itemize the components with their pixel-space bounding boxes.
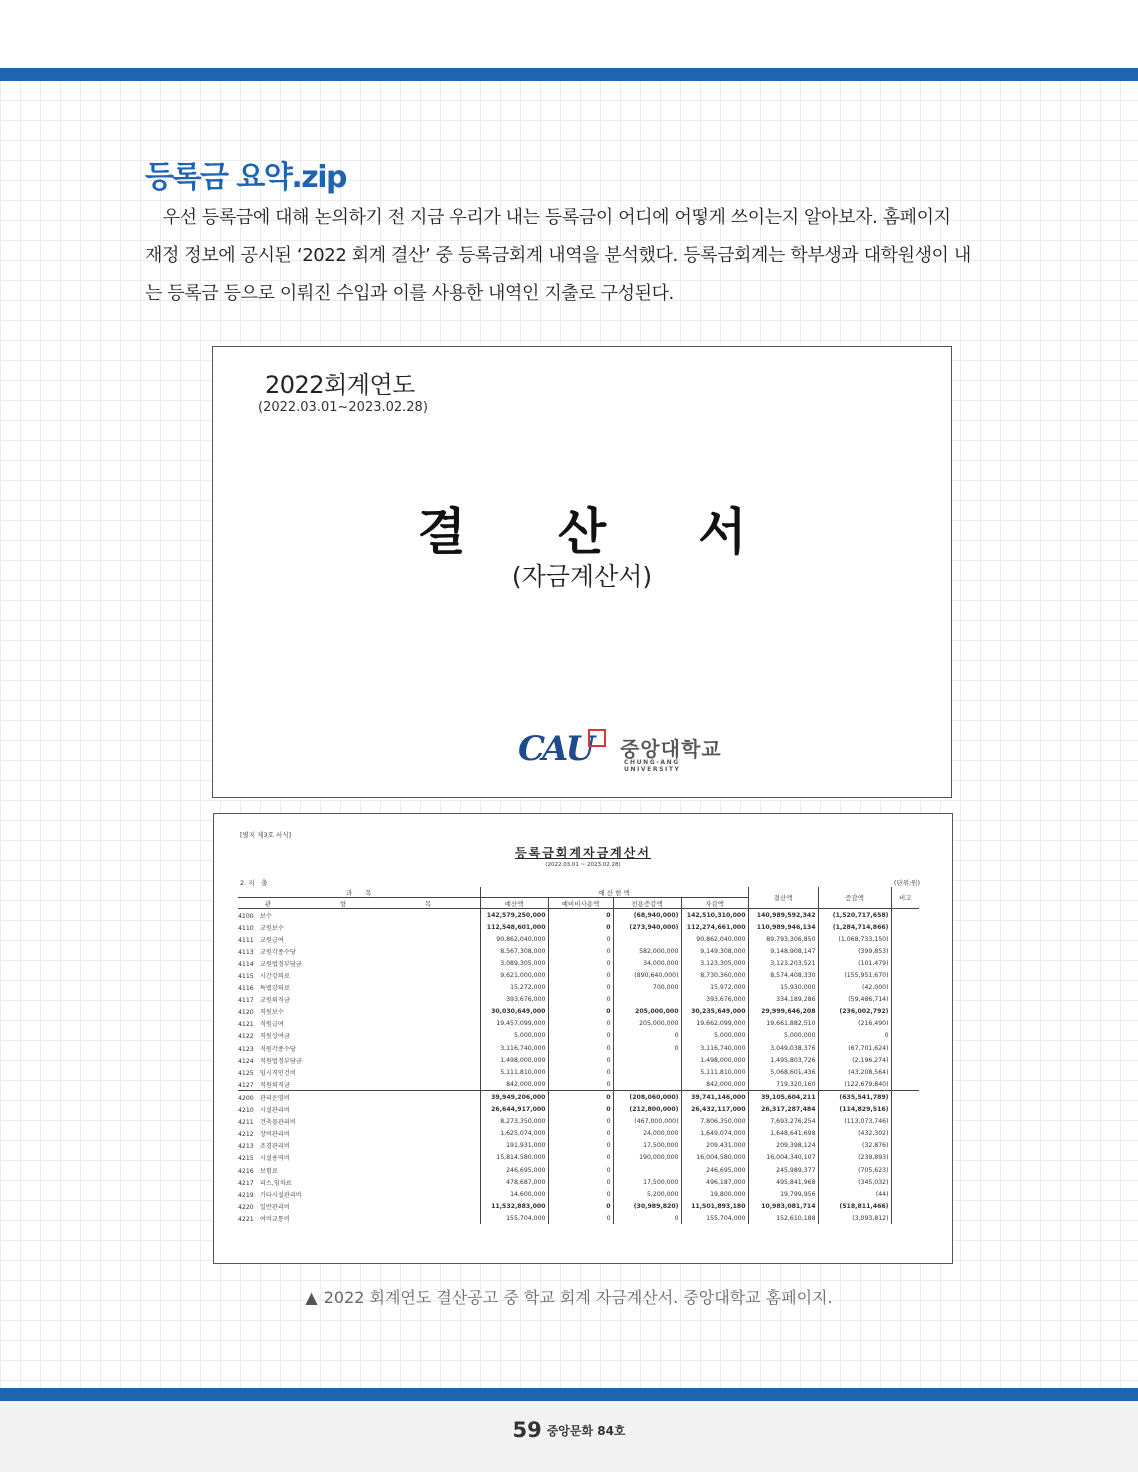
cell-settled: 19,661,882,510 xyxy=(748,1018,818,1030)
header-mok: 목 xyxy=(424,899,432,908)
table-row xyxy=(238,994,919,1006)
header-account: 과 목 xyxy=(238,887,480,898)
cell-note xyxy=(891,1054,919,1066)
cell-diff: (114,829,516) xyxy=(818,1104,891,1116)
cell-note xyxy=(891,1152,919,1164)
cell-settled: 495,841,968 xyxy=(748,1176,818,1188)
cell-total: 246,695,000 xyxy=(681,1164,748,1176)
cell-budget: 39,949,206,000 xyxy=(480,1091,548,1104)
table-row xyxy=(238,1018,919,1030)
cell-transfer xyxy=(613,1164,681,1176)
cell-diff: (1,520,717,658) xyxy=(818,909,891,922)
table-row xyxy=(238,945,919,957)
table-row xyxy=(238,1054,919,1066)
cell-settled: 5,000,000 xyxy=(748,1030,818,1042)
cell-budget: 5,000,000 xyxy=(480,1030,548,1042)
cell-reserve: 0 xyxy=(548,1152,613,1164)
cell-reserve: 0 xyxy=(548,921,613,933)
cell-total: 9,149,308,000 xyxy=(681,945,748,957)
cell-note xyxy=(891,1006,919,1018)
cell-reserve: 0 xyxy=(548,1104,613,1116)
cell-settled: 3,123,203,521 xyxy=(748,957,818,969)
cover-subtitle: (자금계산서) xyxy=(511,562,653,591)
cell-settled: 7,693,276,254 xyxy=(748,1116,818,1128)
cell-diff: (43,208,564) xyxy=(818,1066,891,1078)
cell-settled: 110,989,946,134 xyxy=(748,921,818,933)
table-row xyxy=(238,933,919,945)
cell-total: 1,649,074,000 xyxy=(681,1128,748,1140)
cell-diff: (44) xyxy=(818,1188,891,1200)
cell-note xyxy=(891,909,919,922)
figure-caption xyxy=(0,1285,1138,1308)
cell-reserve: 0 xyxy=(548,1164,613,1176)
cell-settled: 19,799,956 xyxy=(748,1188,818,1200)
cell-transfer: 190,000,000 xyxy=(613,1152,681,1164)
cell-note xyxy=(891,1018,919,1030)
cell-reserve: 0 xyxy=(548,1212,613,1224)
cell-reserve: 0 xyxy=(548,1128,613,1140)
cell-total: 19,800,000 xyxy=(681,1188,748,1200)
cell-settled: 334,189,286 xyxy=(748,994,818,1006)
cell-total: 5,111,810,000 xyxy=(681,1066,748,1078)
page-number: 59 xyxy=(512,1418,542,1442)
header-diff: 증감액 xyxy=(818,887,891,909)
logo-korean-name: 중앙대학교 xyxy=(620,737,722,761)
cell-settled: 39,105,604,211 xyxy=(748,1091,818,1104)
cell-settled: 209,398,124 xyxy=(748,1140,818,1152)
account-name: 4117 교원퇴직금 xyxy=(238,994,480,1006)
account-name: 4125 임시직인건비 xyxy=(238,1066,480,1078)
cell-budget: 19,457,099,000 xyxy=(480,1018,548,1030)
cell-settled: 5,068,601,436 xyxy=(748,1066,818,1078)
cell-transfer: (30,989,820) xyxy=(613,1200,681,1212)
table-row xyxy=(238,957,919,969)
account-name: 4100 보수 xyxy=(238,909,480,922)
cell-note xyxy=(891,945,919,957)
cell-total: 90,862,040,000 xyxy=(681,933,748,945)
cell-diff: (705,623) xyxy=(818,1164,891,1176)
cell-total: 112,274,661,000 xyxy=(681,921,748,933)
cell-budget: 15,272,000 xyxy=(480,982,548,994)
cell-budget: 8,567,308,000 xyxy=(480,945,548,957)
cell-total: 16,004,580,000 xyxy=(681,1152,748,1164)
header-transfer: 전용증감액 xyxy=(613,898,681,909)
cell-budget: 9,621,000,000 xyxy=(480,969,548,981)
cell-diff: (113,073,746) xyxy=(818,1116,891,1128)
table-row xyxy=(238,1212,919,1224)
cell-settled: 26,317,287,484 xyxy=(748,1104,818,1116)
cell-transfer: (208,060,000) xyxy=(613,1091,681,1104)
cell-budget: 478,687,000 xyxy=(480,1176,548,1188)
account-name: 4213 조경관리비 xyxy=(238,1140,480,1152)
cell-total: 3,116,740,000 xyxy=(681,1042,748,1054)
table-row xyxy=(238,1200,919,1212)
account-name: 4210 시설관리비 xyxy=(238,1104,480,1116)
cell-transfer: 700,000 xyxy=(613,982,681,994)
intro-line: 우선 등록금에 대해 논의하기 전 지금 우리가 내는 등록금이 어디에 어떻게 쓰이는지 알아보자. 홈페이지 xyxy=(145,207,951,228)
cell-total: 393,676,000 xyxy=(681,994,748,1006)
cell-diff: (216,490) xyxy=(818,1018,891,1030)
cell-note xyxy=(891,1188,919,1200)
account-name: 4215 시설용역비 xyxy=(238,1152,480,1164)
cell-transfer: 0 xyxy=(613,1212,681,1224)
cell-budget: 11,532,883,000 xyxy=(480,1200,548,1212)
statement-period: (2022.03.01 ~ 2023.02.28) xyxy=(545,862,621,868)
cell-settled: 140,989,592,342 xyxy=(748,909,818,922)
cell-diff: (518,811,466) xyxy=(818,1200,891,1212)
table-row xyxy=(238,1066,919,1078)
table-row xyxy=(238,1140,919,1152)
cell-budget: 5,111,810,000 xyxy=(480,1066,548,1078)
cell-transfer: 17,500,000 xyxy=(613,1176,681,1188)
logo-red-box-icon xyxy=(588,729,606,747)
account-name: 4110 교원보수 xyxy=(238,921,480,933)
cell-settled: 245,989,377 xyxy=(748,1164,818,1176)
settlement-cover-image xyxy=(212,346,952,798)
cell-reserve: 0 xyxy=(548,909,613,922)
cell-note xyxy=(891,1164,919,1176)
cell-note xyxy=(891,1078,919,1091)
cell-diff: (635,541,789) xyxy=(818,1091,891,1104)
cell-budget: 155,704,000 xyxy=(480,1212,548,1224)
table-row xyxy=(238,1078,919,1091)
cell-reserve: 0 xyxy=(548,1006,613,1018)
table-row xyxy=(238,1164,919,1176)
cell-note xyxy=(891,933,919,945)
cell-note xyxy=(891,1140,919,1152)
cover-period: (2022.03.01~2023.02.28) xyxy=(258,400,428,415)
cell-reserve: 0 xyxy=(548,957,613,969)
account-name: 4219 기타시설관리비 xyxy=(238,1188,480,1200)
cell-total: 19,662,099,000 xyxy=(681,1018,748,1030)
cell-total: 15,972,000 xyxy=(681,982,748,994)
cell-total: 155,704,000 xyxy=(681,1212,748,1224)
cell-note xyxy=(891,1042,919,1054)
header-reserve: 예비비사용액 xyxy=(548,898,613,909)
account-name: 4212 장비관리비 xyxy=(238,1128,480,1140)
cell-budget: 30,030,649,000 xyxy=(480,1006,548,1018)
cell-total: 26,432,117,000 xyxy=(681,1104,748,1116)
cell-note xyxy=(891,1116,919,1128)
cover-title: 결산서 xyxy=(417,503,839,561)
account-name: 4211 건축물관리비 xyxy=(238,1116,480,1128)
statement-unit: (단위:원) xyxy=(893,879,920,887)
cell-settled: 719,320,160 xyxy=(748,1078,818,1091)
cell-settled: 29,999,646,208 xyxy=(748,1006,818,1018)
statement-rows xyxy=(238,909,919,1225)
top-margin xyxy=(0,0,1138,68)
cell-diff: (239,893) xyxy=(818,1152,891,1164)
cell-diff: (122,679,840) xyxy=(818,1078,891,1091)
cell-note xyxy=(891,969,919,981)
cell-reserve: 0 xyxy=(548,1078,613,1091)
cell-diff: (42,000) xyxy=(818,982,891,994)
table-row xyxy=(238,969,919,981)
cell-budget: 246,695,000 xyxy=(480,1164,548,1176)
account-name: 4121 직원급여 xyxy=(238,1018,480,1030)
cell-budget: 112,548,601,000 xyxy=(480,921,548,933)
account-name: 4127 직원퇴직금 xyxy=(238,1078,480,1091)
cell-note xyxy=(891,1212,919,1224)
cell-transfer xyxy=(613,994,681,1006)
statement-title: 등록금회계자금계산서 xyxy=(515,846,651,860)
cell-note xyxy=(891,1128,919,1140)
table-row xyxy=(238,1104,919,1116)
cell-reserve: 0 xyxy=(548,982,613,994)
cell-settled: 3,049,038,376 xyxy=(748,1042,818,1054)
cell-transfer: 205,000,000 xyxy=(613,1006,681,1018)
header-settled: 결산액 xyxy=(748,887,818,909)
cell-note xyxy=(891,957,919,969)
account-name: 4115 시간강의료 xyxy=(238,969,480,981)
cell-diff: (236,002,792) xyxy=(818,1006,891,1018)
fund-statement-image xyxy=(213,813,953,1264)
cell-transfer: (890,640,000) xyxy=(613,969,681,981)
account-name: 4113 교원각종수당 xyxy=(238,945,480,957)
cell-note xyxy=(891,921,919,933)
account-name: 4217 리스,임차료 xyxy=(238,1176,480,1188)
account-name: 4123 직원각종수당 xyxy=(238,1042,480,1054)
cell-reserve: 0 xyxy=(548,1176,613,1188)
cell-diff: (432,302) xyxy=(818,1128,891,1140)
cell-note xyxy=(891,982,919,994)
cell-reserve: 0 xyxy=(548,1018,613,1030)
cell-budget: 15,814,580,000 xyxy=(480,1152,548,1164)
table-row xyxy=(238,921,919,933)
cell-settled: 8,574,408,330 xyxy=(748,969,818,981)
cell-transfer: 17,500,000 xyxy=(613,1140,681,1152)
cell-reserve: 0 xyxy=(548,1054,613,1066)
cell-total: 30,235,649,000 xyxy=(681,1006,748,1018)
cell-reserve: 0 xyxy=(548,1066,613,1078)
cell-total: 209,431,000 xyxy=(681,1140,748,1152)
account-name: 4122 직원상여금 xyxy=(238,1030,480,1042)
intro-paragraph xyxy=(145,199,1015,313)
cell-transfer xyxy=(613,1078,681,1091)
cell-budget: 26,644,917,000 xyxy=(480,1104,548,1116)
cell-settled: 1,648,641,698 xyxy=(748,1128,818,1140)
cell-settled: 1,495,803,726 xyxy=(748,1054,818,1066)
intro-line: 는 등록금 등으로 이뤄진 수입과 이를 사용한 내역인 지출로 구성된다. xyxy=(145,283,674,304)
account-name: 4221 여비교통비 xyxy=(238,1212,480,1224)
header-gwan: 관 xyxy=(264,899,272,908)
cover-fiscal-year: 2022회계연도 xyxy=(265,371,415,399)
cell-settled: 9,148,908,147 xyxy=(748,945,818,957)
table-row xyxy=(238,1188,919,1200)
table-row xyxy=(238,1152,919,1164)
bottom-accent-bar xyxy=(0,1388,1138,1401)
header-budget: 예산액 xyxy=(480,898,548,909)
cell-settled: 16,004,340,107 xyxy=(748,1152,818,1164)
cell-transfer: (212,800,000) xyxy=(613,1104,681,1116)
header-hang: 항 xyxy=(339,899,347,908)
table-row xyxy=(238,1006,919,1018)
cell-total: 39,741,146,000 xyxy=(681,1091,748,1104)
table-row xyxy=(238,1116,919,1128)
table-row xyxy=(238,1030,919,1042)
cell-transfer: (273,940,000) xyxy=(613,921,681,933)
table-row xyxy=(238,982,919,994)
cell-reserve: 0 xyxy=(548,1188,613,1200)
cell-settled: 152,610,188 xyxy=(748,1212,818,1224)
cell-transfer: 0 xyxy=(613,1030,681,1042)
table-row xyxy=(238,1042,919,1054)
cell-transfer: (68,940,000) xyxy=(613,909,681,922)
cell-total: 11,501,893,180 xyxy=(681,1200,748,1212)
triangle-up-icon: ▲ xyxy=(305,1288,318,1307)
cell-reserve: 0 xyxy=(548,1091,613,1104)
header-total: 자감액 xyxy=(681,898,748,909)
cell-diff: (101,479) xyxy=(818,957,891,969)
cell-budget: 191,931,000 xyxy=(480,1140,548,1152)
header-note: 비고 xyxy=(891,887,919,909)
account-name: 4124 직원법정부담금 xyxy=(238,1054,480,1066)
cell-total: 8,730,360,000 xyxy=(681,969,748,981)
caption-text: 2022 회계연도 결산공고 중 학교 회계 자금계산서. 중앙대학교 홈페이지. xyxy=(323,1288,833,1307)
cell-reserve: 0 xyxy=(548,945,613,957)
cell-budget: 8,273,350,000 xyxy=(480,1116,548,1128)
university-logo xyxy=(518,725,728,775)
cell-diff: (399,853) xyxy=(818,945,891,957)
cell-diff: (2,196,274) xyxy=(818,1054,891,1066)
cell-transfer xyxy=(613,1066,681,1078)
cell-transfer: 24,000,000 xyxy=(613,1128,681,1140)
statement-section: 2. 지 출 xyxy=(240,879,268,887)
table-row xyxy=(238,1128,919,1140)
cell-total: 142,510,310,000 xyxy=(681,909,748,922)
header-levels xyxy=(238,898,480,909)
cell-diff: (3,093,812) xyxy=(818,1212,891,1224)
cell-note xyxy=(891,1091,919,1104)
cell-transfer: 205,000,000 xyxy=(613,1018,681,1030)
magazine-issue: 중앙문화 84호 xyxy=(546,1423,626,1438)
statement-table xyxy=(238,887,919,1224)
table-row xyxy=(238,909,919,922)
cell-note xyxy=(891,1030,919,1042)
cell-budget: 1,498,000,000 xyxy=(480,1054,548,1066)
cell-total: 5,000,000 xyxy=(681,1030,748,1042)
logo-english-name: CHUNG-ANG UNIVERSITY xyxy=(624,759,681,773)
account-name: 4114 교원법정부담금 xyxy=(238,957,480,969)
cell-transfer: 582,000,000 xyxy=(613,945,681,957)
cell-total: 7,806,350,000 xyxy=(681,1116,748,1128)
cell-budget: 393,676,000 xyxy=(480,994,548,1006)
cell-budget: 142,579,250,000 xyxy=(480,909,548,922)
cell-settled: 89,793,306,850 xyxy=(748,933,818,945)
account-name: 4216 보험료 xyxy=(238,1164,480,1176)
cell-diff: (67,701,624) xyxy=(818,1042,891,1054)
cell-note xyxy=(891,1104,919,1116)
cell-reserve: 0 xyxy=(548,994,613,1006)
cell-reserve: 0 xyxy=(548,969,613,981)
cell-transfer xyxy=(613,933,681,945)
cell-budget: 14,600,000 xyxy=(480,1188,548,1200)
cell-budget: 3,089,305,000 xyxy=(480,957,548,969)
table-row xyxy=(238,1176,919,1188)
account-name: 4111 교원급여 xyxy=(238,933,480,945)
cell-diff: (345,032) xyxy=(818,1176,891,1188)
table-row xyxy=(238,1091,919,1104)
cell-diff: (1,284,714,866) xyxy=(818,921,891,933)
account-name: 4116 특별강의료 xyxy=(238,982,480,994)
cell-transfer xyxy=(613,1054,681,1066)
cell-reserve: 0 xyxy=(548,1116,613,1128)
intro-line: 재정 정보에 공시된 ‘2022 회계 결산’ 중 등록금회계 내역을 분석했다. 등록금회계는 학부생과 대학원생이 내 xyxy=(145,245,971,266)
cell-reserve: 0 xyxy=(548,1042,613,1054)
header-budget-group: 예 산 현 액 xyxy=(480,887,748,898)
cell-note xyxy=(891,994,919,1006)
cell-reserve: 0 xyxy=(548,1030,613,1042)
account-name: 4220 일반관리비 xyxy=(238,1200,480,1212)
cell-budget: 842,000,000 xyxy=(480,1078,548,1091)
cell-settled: 10,983,081,714 xyxy=(748,1200,818,1212)
section-title: 등록금 요약.zip xyxy=(145,160,346,195)
cell-transfer: (467,000,000) xyxy=(613,1116,681,1128)
cell-total: 3,123,305,000 xyxy=(681,957,748,969)
cell-transfer: 0 xyxy=(613,1042,681,1054)
top-accent-bar xyxy=(0,68,1138,81)
account-name: 4120 직원보수 xyxy=(238,1006,480,1018)
cell-budget: 3,116,740,000 xyxy=(480,1042,548,1054)
cell-diff: (32,876) xyxy=(818,1140,891,1152)
cell-total: 1,498,000,000 xyxy=(681,1054,748,1066)
cell-reserve: 0 xyxy=(548,1140,613,1152)
cell-note xyxy=(891,1200,919,1212)
cell-diff: 0 xyxy=(818,1030,891,1042)
cell-transfer: 5,200,000 xyxy=(613,1188,681,1200)
cell-total: 496,187,000 xyxy=(681,1176,748,1188)
form-label: [별지 제3호 서식] xyxy=(240,831,292,839)
cell-diff: (155,951,670) xyxy=(818,969,891,981)
cell-note xyxy=(891,1176,919,1188)
account-name: 4200 관리운영비 xyxy=(238,1091,480,1104)
cell-diff: (59,486,714) xyxy=(818,994,891,1006)
cell-diff: (1,068,733,150) xyxy=(818,933,891,945)
cell-reserve: 0 xyxy=(548,1200,613,1212)
cell-transfer: 34,000,000 xyxy=(613,957,681,969)
cell-reserve: 0 xyxy=(548,933,613,945)
page-footer xyxy=(0,1418,1138,1442)
cell-settled: 15,930,000 xyxy=(748,982,818,994)
cell-total: 842,000,000 xyxy=(681,1078,748,1091)
cau-logo-mark: CAU xyxy=(518,729,593,769)
cell-note xyxy=(891,1066,919,1078)
cell-budget: 90,862,040,000 xyxy=(480,933,548,945)
cell-budget: 1,625,074,000 xyxy=(480,1128,548,1140)
